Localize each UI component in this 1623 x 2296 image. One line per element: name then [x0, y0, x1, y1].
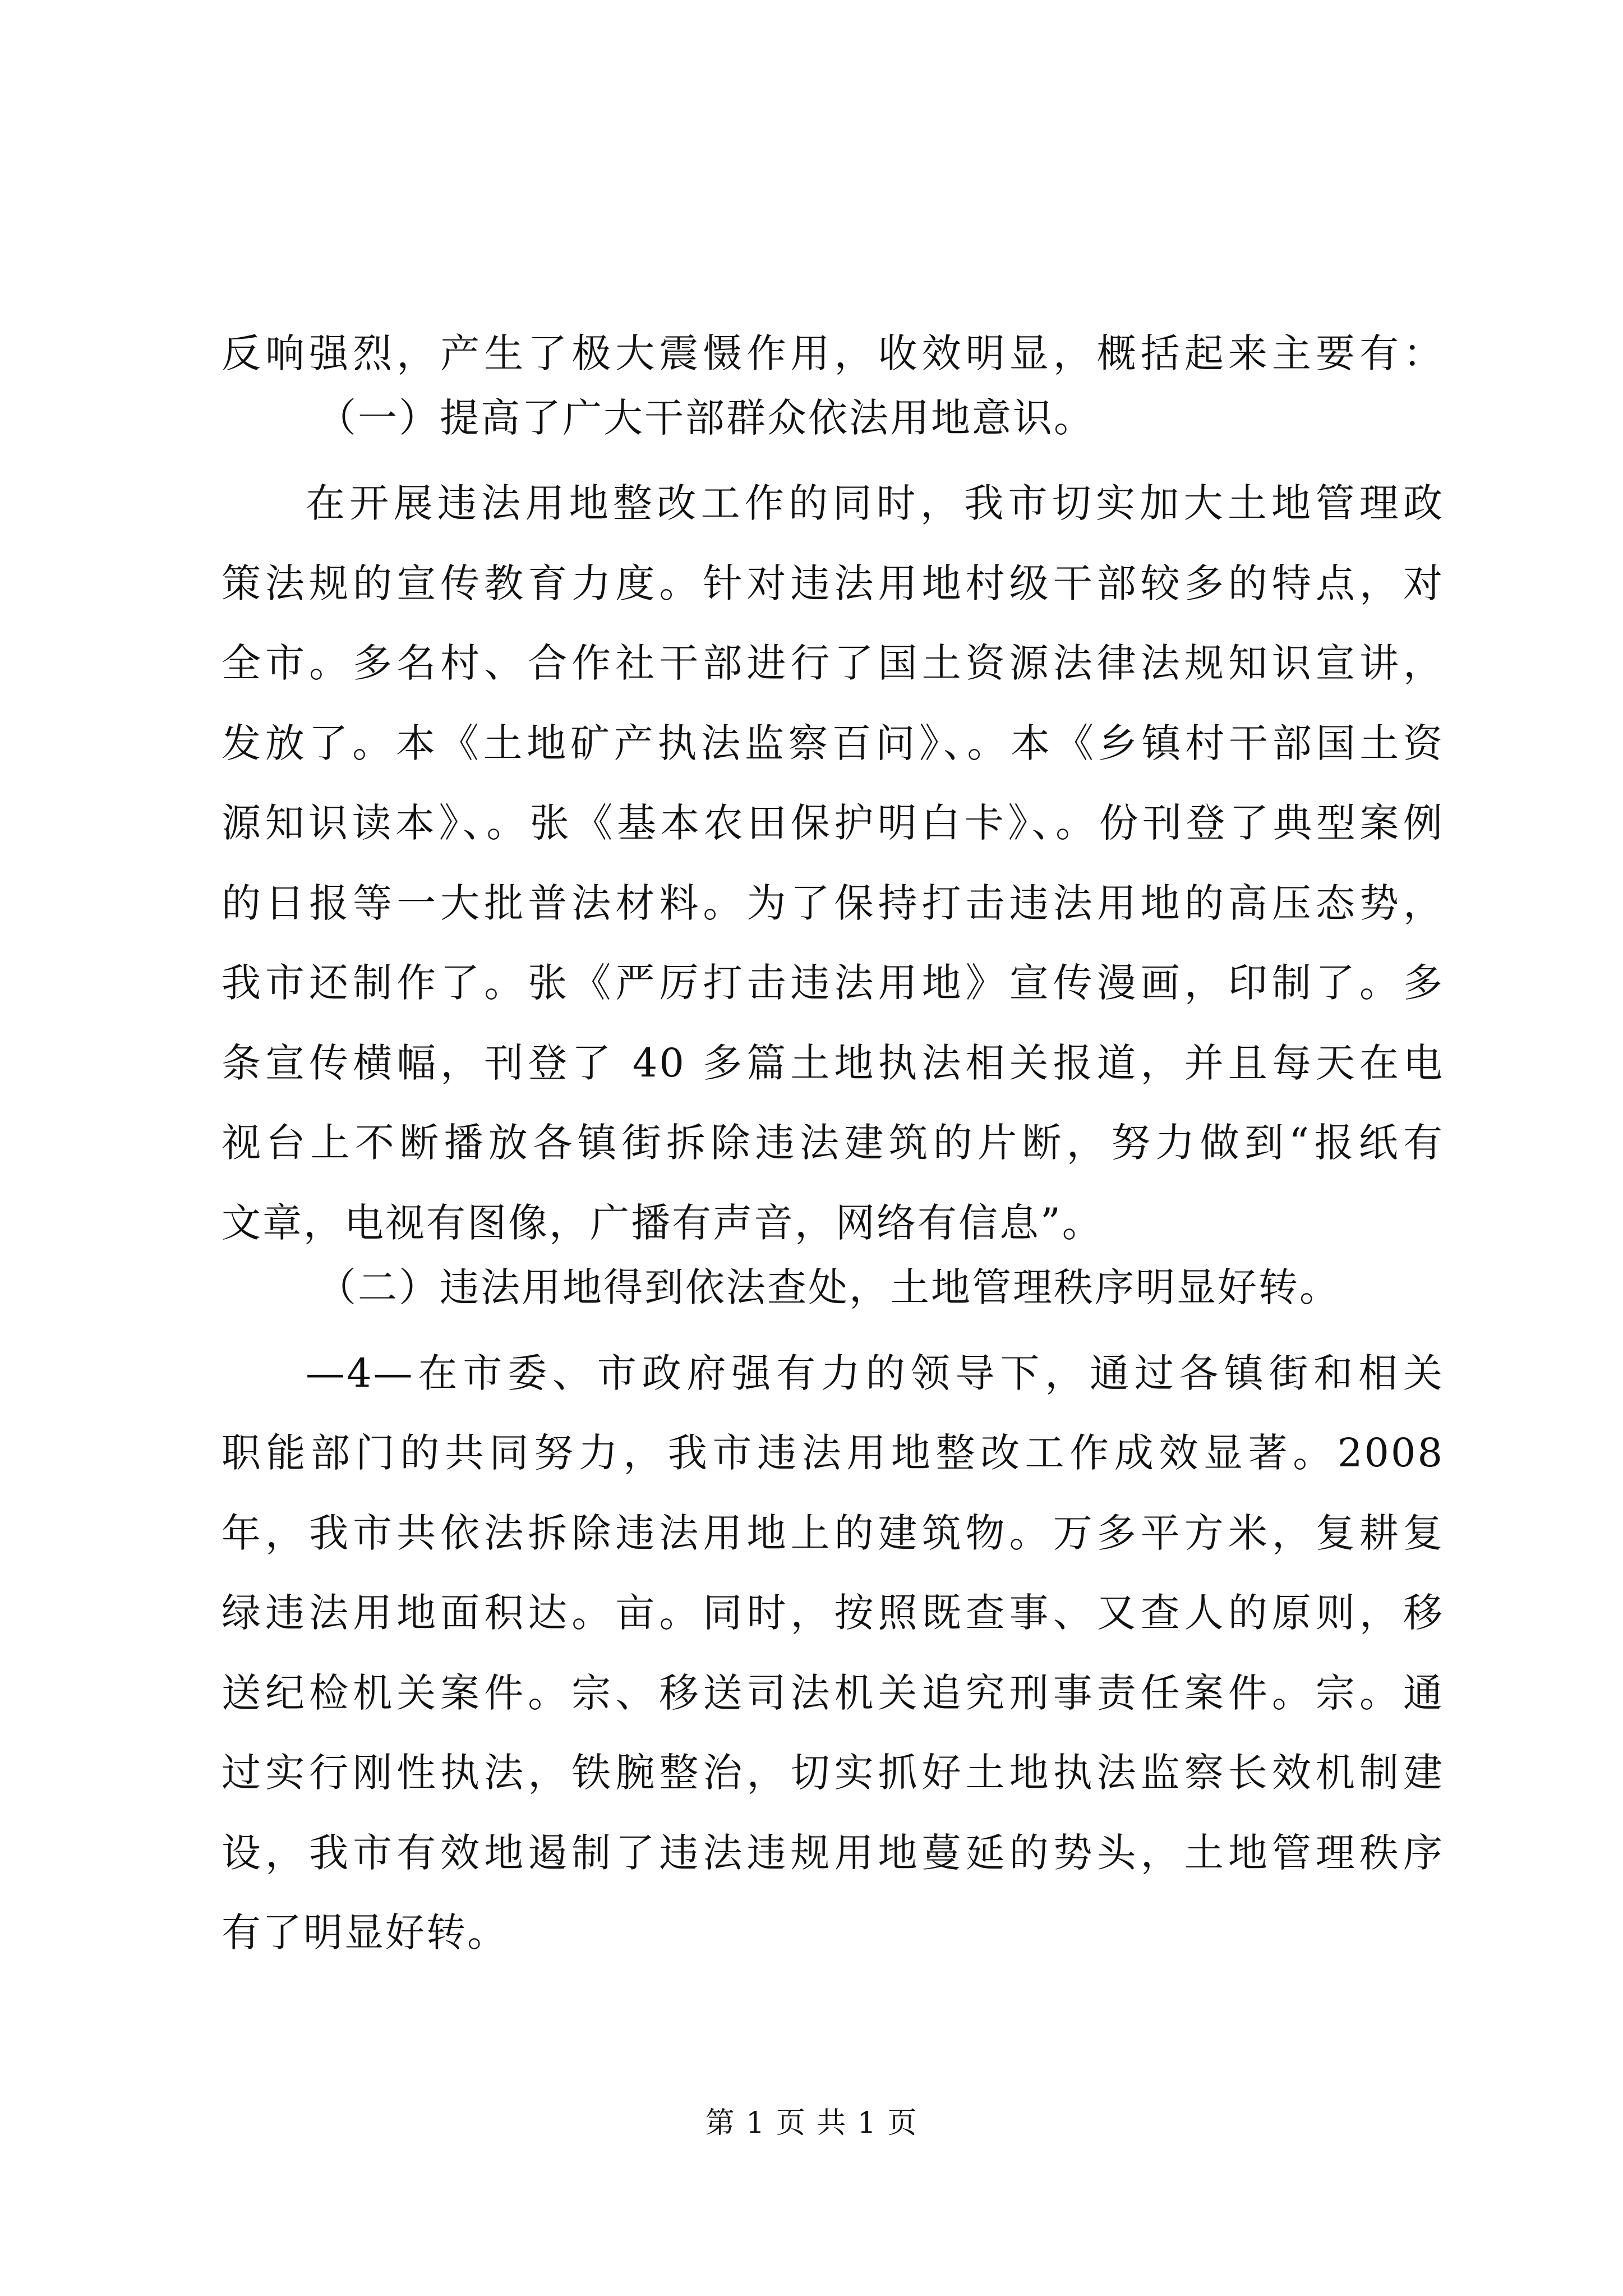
body-line-18: 送纪检机关案件。宗、移送司法机关追究刑事责任案件。宗。通	[222, 1670, 1444, 1716]
body-line-3: 在开展违法用地整改工作的同时，我市切实加大土地管理政	[306, 480, 1444, 526]
body-line-11: 视台上不断播放各镇街拆除违法建筑的片断，努力做到“报纸有	[222, 1120, 1444, 1166]
body-line-8: 的日报等一大批普法材料。为了保持打击违法用地的高压态势，	[222, 880, 1444, 926]
body-line-19: 过实行刚性执法，铁腕整治，切实抓好土地执法监察长效机制建	[222, 1750, 1444, 1796]
section-heading-2: （二）违法用地得到依法查处，土地管理秩序明显好转。	[317, 1264, 1340, 1310]
body-line-20: 设，我市有效地遏制了违法违规用地蔓延的势头，土地管理秩序	[222, 1830, 1444, 1876]
body-line-5: 全市。多名村、合作社干部进行了国土资源法律法规知识宣讲，	[222, 640, 1444, 686]
body-line-16: 年，我市共依法拆除违法用地上的建筑物。万多平方米，复耕复	[222, 1510, 1444, 1556]
body-line-15: 职能部门的共同努力，我市违法用地整改工作成效显著。2008	[222, 1430, 1444, 1476]
page-number-footer: 第 1 页 共 1 页	[705, 2106, 918, 2140]
section-heading-1: （一）提高了广大干部群众依法用地意识。	[317, 395, 1095, 441]
body-line-9: 我市还制作了。张《严厉打击违法用地》宣传漫画，印制了。多	[222, 960, 1444, 1006]
body-line-1: 反响强烈，产生了极大震慑作用，收效明显，概括起来主要有：	[222, 330, 1444, 376]
body-line-6: 发放了。本《土地矿产执法监察百问》、。本《乡镇村干部国土资	[222, 720, 1444, 766]
body-line-12: 文章，电视有图像，广播有声音，网络有信息”。	[222, 1200, 1103, 1246]
body-line-7: 源知识读本》、。张《基本农田保护明白卡》、。份刊登了典型案例	[222, 800, 1444, 846]
body-line-10: 条宣传横幅，刊登了 40 多篇土地执法相关报道，并且每天在电	[222, 1040, 1444, 1086]
body-line-4: 策法规的宣传教育力度。针对违法用地村级干部较多的特点，对	[222, 560, 1444, 606]
body-line-21: 有了明显好转。	[222, 1910, 508, 1955]
body-line-14: —4—在市委、市政府强有力的领导下，通过各镇街和相关	[306, 1350, 1444, 1396]
body-line-17: 绿违法用地面积达。亩。同时，按照既查事、又查人的原则，移	[222, 1590, 1444, 1636]
